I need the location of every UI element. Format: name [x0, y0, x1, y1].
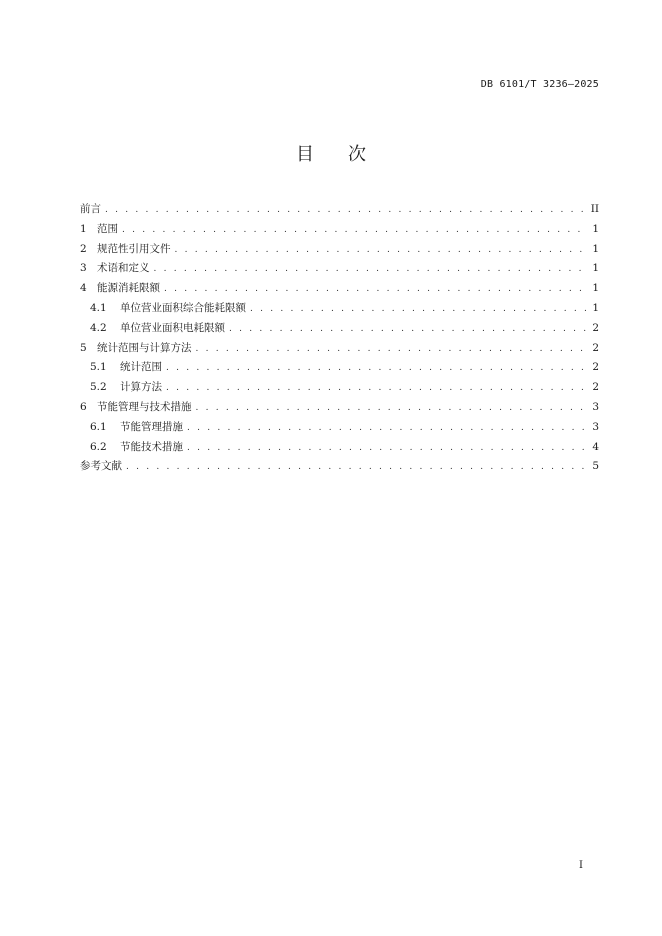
toc-entry[interactable]	[80, 438, 599, 458]
toc-entry-page: 1	[592, 262, 599, 275]
toc-entry-label: 范围	[97, 222, 118, 235]
toc-entry-page: 2	[592, 361, 599, 374]
toc-entry[interactable]	[80, 418, 599, 438]
toc-dot-leader	[105, 201, 587, 221]
toc-entry-page: 1	[592, 222, 599, 235]
toc-entry-number: 6	[80, 400, 87, 413]
toc-entry-label: 统计范围	[120, 361, 162, 374]
toc-entry-number: 4.2	[90, 321, 107, 334]
table-of-contents	[80, 200, 599, 477]
toc-entry-label: 能源消耗限额	[97, 282, 160, 295]
toc-entry-number: 6.1	[90, 420, 107, 433]
toc-dot-leader	[196, 340, 588, 360]
toc-entry[interactable]	[80, 339, 599, 359]
toc-entry-label: 单位营业面积综合能耗限额	[120, 301, 246, 314]
toc-entry-label: 节能管理与技术措施	[97, 400, 192, 413]
toc-entry[interactable]	[80, 240, 599, 260]
toc-entry[interactable]	[80, 220, 599, 240]
toc-dot-leader	[154, 260, 588, 280]
toc-entry[interactable]	[80, 378, 599, 398]
toc-entry-label: 规范性引用文件	[97, 242, 171, 255]
toc-entry[interactable]	[80, 259, 599, 279]
toc-entry-page: 1	[592, 301, 599, 314]
toc-entry-label: 统计范围与计算方法	[97, 341, 192, 354]
toc-entry-number: 5.2	[90, 381, 107, 394]
toc-entry-label: 术语和定义	[97, 262, 150, 275]
toc-dot-leader	[250, 300, 587, 320]
toc-entry-page: 2	[592, 341, 599, 354]
toc-entry-page: 1	[592, 282, 599, 295]
toc-entry-number: 4	[80, 282, 87, 295]
toc-entry[interactable]	[80, 319, 599, 339]
toc-entry[interactable]	[80, 457, 599, 477]
toc-entry-label: 计算方法	[120, 381, 162, 394]
toc-entry[interactable]	[80, 299, 599, 319]
toc-dot-leader	[196, 399, 588, 419]
toc-entry-label: 节能技术措施	[120, 440, 183, 453]
toc-entry-label: 单位营业面积电耗限额	[120, 321, 225, 334]
toc-dot-leader	[166, 379, 587, 399]
toc-entry-page: 5	[592, 460, 599, 473]
toc-dot-leader	[164, 280, 587, 300]
toc-entry-page: 3	[592, 420, 599, 433]
toc-dot-leader	[126, 458, 587, 478]
toc-entry[interactable]	[80, 398, 599, 418]
toc-entry-label: 节能管理措施	[120, 420, 183, 433]
toc-dot-leader	[229, 320, 587, 340]
toc-entry-label: 参考文献	[80, 460, 122, 473]
toc-entry-label: 前言	[80, 203, 101, 215]
toc-entry-page: 4	[592, 440, 599, 453]
toc-entry-number: 3	[80, 262, 87, 275]
toc-entry[interactable]	[80, 279, 599, 299]
toc-entry-number: 5	[80, 341, 87, 354]
toc-entry-number: 4.1	[90, 301, 107, 314]
toc-dot-leader	[187, 419, 587, 439]
toc-entry-page: 1	[592, 242, 599, 255]
toc-dot-leader	[122, 221, 587, 241]
document-id: DB 6101/T 3236—2025	[480, 79, 599, 90]
toc-entry[interactable]	[80, 358, 599, 378]
toc-entry-number: 6.2	[90, 440, 107, 453]
toc-entry-page: 2	[592, 321, 599, 334]
toc-entry-page: 2	[592, 381, 599, 394]
toc-dot-leader	[175, 241, 588, 261]
toc-entry-number: 5.1	[90, 361, 107, 374]
page-number: I	[579, 860, 583, 871]
toc-entry-page: 3	[592, 400, 599, 413]
page-title: 目次	[296, 144, 400, 165]
toc-entry[interactable]	[80, 200, 599, 220]
toc-dot-leader	[166, 359, 587, 379]
toc-dot-leader	[187, 439, 587, 459]
toc-entry-number: 1	[80, 222, 87, 235]
toc-entry-number: 2	[80, 242, 87, 255]
toc-entry-page: II	[590, 203, 599, 215]
